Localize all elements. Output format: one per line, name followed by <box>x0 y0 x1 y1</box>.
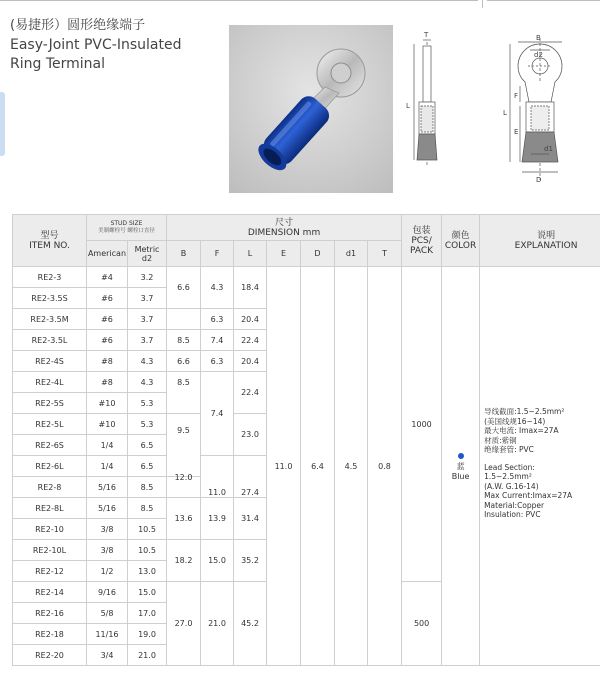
table-row: RE2-10L 3/8 10.5 18.2 15.0 35.2 <box>13 540 600 561</box>
cell-l: 22.4 <box>234 372 267 414</box>
table-row: RE2-8L 5/16 8.5 13.6 13.9 31.4 <box>13 498 600 519</box>
cell-f: 7.4 <box>201 330 234 351</box>
top-rule-right <box>487 0 600 1</box>
cell-l: 35.2 <box>234 540 267 582</box>
header-metric: Metric d2 <box>128 241 167 267</box>
header-d1: d1 <box>335 241 368 267</box>
dim-d: D <box>536 176 542 184</box>
ring-terminal-image <box>229 25 393 193</box>
cell-l: 23.0 <box>234 414 267 456</box>
cell-l: 31.4 <box>234 498 267 540</box>
cell-e: 11.0 <box>267 267 301 666</box>
header-l: L <box>234 241 267 267</box>
header-f: F <box>201 241 234 267</box>
table-row: RE2-6L 1/4 6.5 11.0 27.4 <box>13 456 600 477</box>
cell-l: 45.2 <box>234 582 267 666</box>
dim-l-side: L <box>406 102 410 110</box>
table-row: RE2-12 1/2 13.0 <box>13 561 600 582</box>
table-row: RE2-3.5L #6 3.7 8.5 7.4 22.4 <box>13 330 600 351</box>
table-row: RE2-4S #8 4.3 6.6 6.3 20.4 <box>13 351 600 372</box>
dim-d2: d2 <box>534 51 543 59</box>
top-divider <box>482 0 483 8</box>
spec-table <box>12 214 600 666</box>
cell-explanation: 导线截面:1.5~2.5mm² (美国线规16~14) 最大电流: Imax=27A 材质:紫铜 绝缘套管: PVC Lead Section: 1.5~2.5mm² (A.W. G.16-14) Max Current:Imax=27A Material:Copper Insulation: PVC <box>480 267 600 666</box>
header-item: 型号 ITEM NO. <box>13 215 87 267</box>
cell-l: 20.4 <box>234 351 267 372</box>
cell-f: 21.0 <box>201 582 234 666</box>
cell-pack: 1000 <box>402 267 442 582</box>
header-d: D <box>301 241 335 267</box>
header-e: E <box>267 241 301 267</box>
table-row: RE2-14 9/16 15.0 27.0 21.0 45.2 500 <box>13 582 600 603</box>
cell-l: 18.4 <box>234 267 267 309</box>
cell-f: 15.0 <box>201 540 234 582</box>
table-row: RE2-16 5/8 17.0 <box>13 603 600 624</box>
table-row: RE2-18 11/16 19.0 <box>13 624 600 645</box>
product-photo <box>229 25 393 193</box>
title-cn: (易捷形）圆形绝缘端子 <box>10 18 146 33</box>
cell-color <box>442 267 480 666</box>
header-stud-size: STUD SIZE 美制螺栓号 螺栓口直径 <box>87 215 167 241</box>
header-explanation: 说明 EXPLANATION <box>480 215 600 267</box>
dim-b: B <box>536 34 541 42</box>
cell-d: 6.4 <box>301 267 335 666</box>
cell-d1: 4.5 <box>335 267 368 666</box>
title-en-line2: Ring Terminal <box>10 56 105 72</box>
dim-l: L <box>503 109 507 117</box>
table-row: RE2-3.5S #6 3.7 <box>13 288 600 309</box>
header-t: T <box>368 241 402 267</box>
cell-b: 6.6 <box>167 267 201 309</box>
color-cn: 蓝 <box>456 461 465 471</box>
table-row: RE2-3.5M #6 3.7 6.3 20.4 <box>13 309 600 330</box>
table-row: RE2-6S 1/4 6.5 <box>13 435 600 456</box>
title-en-line1: Easy-Joint PVC-Insulated <box>10 37 182 53</box>
cell-f: 6.3 <box>201 309 234 330</box>
cell-t: 0.8 <box>368 267 402 666</box>
cell-b: 6.6 <box>167 351 201 372</box>
cell-b: 27.0 <box>167 582 201 666</box>
cell-f: 13.9 <box>201 498 234 540</box>
title-en <box>10 36 181 74</box>
technical-drawing <box>402 30 592 190</box>
header-dimension: 尺寸 DIMENSION mm <box>167 215 402 241</box>
header-pack: 包装 PCS/ PACK <box>402 215 442 267</box>
table-row: RE2-10 3/8 10.5 <box>13 519 600 540</box>
cell-f: 6.3 <box>201 351 234 372</box>
header-b: B <box>167 241 201 267</box>
table-row: RE2-20 3/4 21.0 <box>13 645 600 666</box>
cell-b: 8.5 <box>167 330 201 351</box>
cell-b: 13.6 <box>167 498 201 540</box>
header-color: 颜色 COLOR <box>442 215 480 267</box>
side-tab <box>0 92 5 156</box>
header-american: American <box>87 241 128 267</box>
cell-b: 8.5 <box>167 372 201 414</box>
table-row: RE2-5S #10 5.3 <box>13 393 600 414</box>
dim-f: F <box>514 92 519 100</box>
cell-f: 11.0 <box>201 456 234 498</box>
blue-dot-icon <box>458 453 464 459</box>
cell-l: 27.4 <box>234 456 267 498</box>
cell-b: 12.0 <box>167 467 201 488</box>
table-row: RE2-8 5/16 8.5 12.0 <box>13 477 600 498</box>
color-en: Blue <box>451 471 470 481</box>
cell-f: 7.4 <box>201 372 234 456</box>
cell-l: 20.4 <box>234 309 267 330</box>
table-row: RE2-5L #10 5.3 9.5 23.0 <box>13 414 600 435</box>
cell-l: 22.4 <box>234 330 267 351</box>
dim-t: T <box>424 31 429 39</box>
cell-pack: 500 <box>402 582 442 666</box>
top-rule-left <box>0 0 478 1</box>
cell-b: 9.5 <box>167 414 201 477</box>
table-row: RE2-3 #4 3.2 6.6 4.3 18.4 11.0 6.4 4.5 0.8 1000 蓝 Blue 导线截面:1.5~2.5mm² (美国线规16~14) 最大电流: Imax=27A 材质:紫铜 绝缘套管: PVC Lead Section: 1.5~2.5mm² (A.W. G.16-14) Max Current:Imax=27A Material:Copper Insulation: PVC <box>13 267 600 288</box>
cell-b <box>167 309 201 330</box>
dim-e: E <box>514 128 519 136</box>
table-row: RE2-4L #8 4.3 8.5 7.4 22.4 <box>13 372 600 393</box>
dim-d1: d1 <box>544 145 553 153</box>
cell-b: 18.2 <box>167 540 201 582</box>
cell-f: 4.3 <box>201 267 234 309</box>
